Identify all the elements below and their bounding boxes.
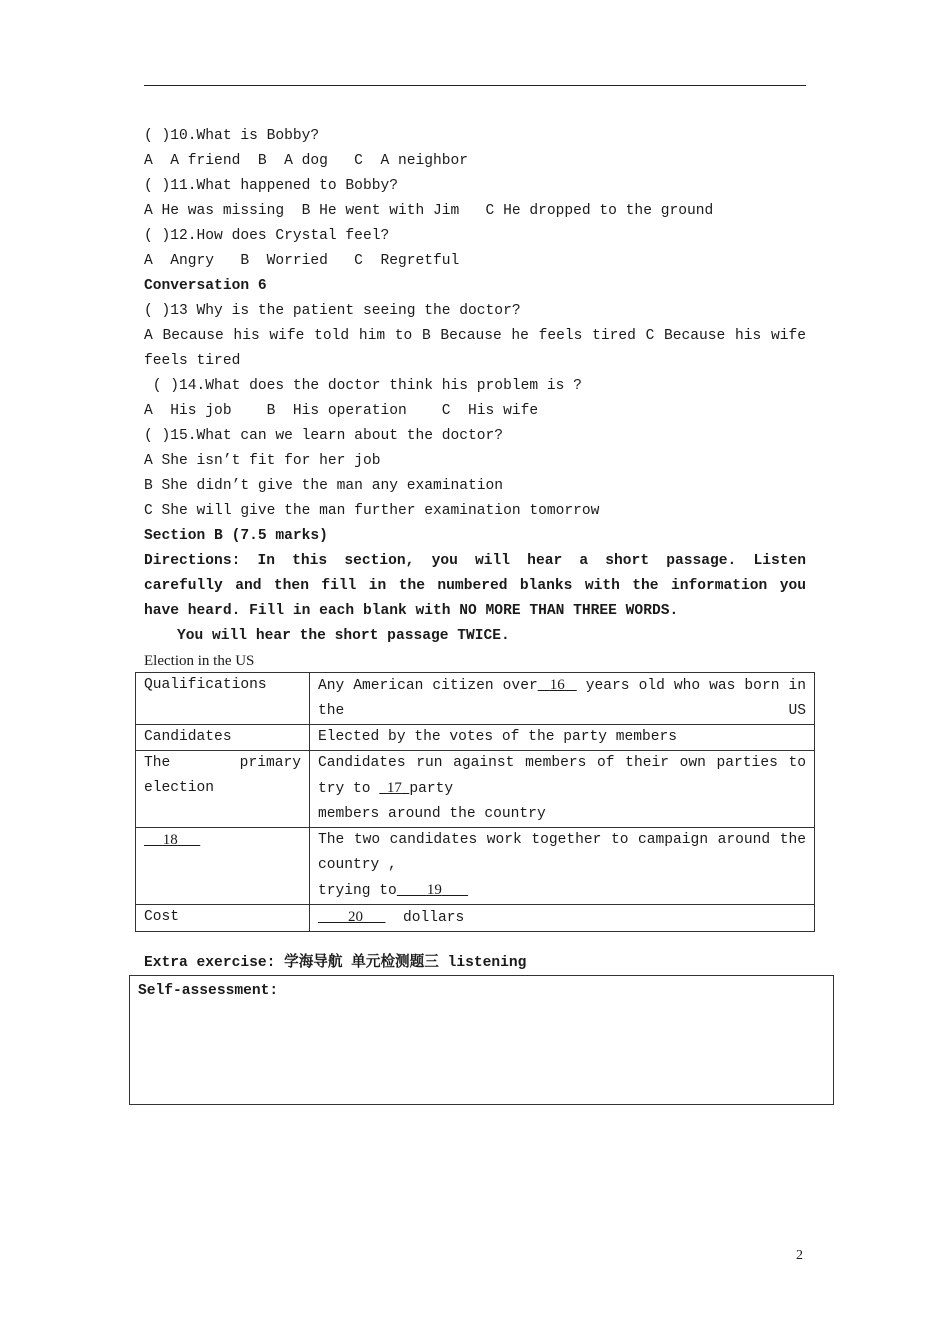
question-13: ( )13 Why is the patient seeing the doctor?: [144, 303, 521, 319]
self-assessment-label: Self-assessment:: [138, 983, 279, 999]
table-row: [136, 905, 815, 932]
section-b-directions: Directions: In this section, you will hear a short passage. Listen carefully and then fill in the numbered blanks with the information you have heard. Fill in each blank with NO MORE THAN THREE WORDS.: [144, 553, 806, 619]
row-label: [136, 828, 310, 905]
question-15-option-a: A She isn’t fit for her job: [144, 453, 381, 469]
row-content: [310, 828, 815, 905]
question-10: ( )10.What is Bobby?: [144, 128, 320, 144]
row-text: Candidates run against members of their own parties to try to: [318, 755, 806, 797]
blank-16[interactable]: [538, 677, 577, 693]
row-label: Candidates: [136, 725, 310, 751]
self-assessment-box[interactable]: [129, 975, 834, 1105]
row-content: [310, 673, 815, 725]
blank-number: 18: [162, 832, 178, 848]
row-text: trying to: [318, 883, 397, 899]
header-rule: [144, 85, 806, 86]
row-content: [310, 905, 815, 932]
row-label: [136, 751, 310, 828]
blank-20[interactable]: [318, 909, 386, 925]
question-15: ( )15.What can we learn about the doctor?: [144, 428, 504, 444]
blank-number: 17: [386, 780, 402, 796]
row-content: [310, 751, 815, 828]
row-text: Any American citizen over: [318, 678, 538, 694]
row-text-block: [318, 751, 806, 802]
listening-questions: [144, 124, 806, 674]
row-label: Cost: [136, 905, 310, 932]
section-b-title: Section B (7.5 marks): [144, 528, 328, 544]
blank-number: 20: [348, 909, 363, 925]
row-label-line: election: [144, 780, 215, 796]
question-14: ( )14.What does the doctor think his problem is ?: [144, 378, 582, 394]
blank-number: 19: [426, 882, 442, 898]
table-caption: Election in the US: [144, 653, 255, 669]
row-label-line: The primary: [144, 755, 301, 771]
section-b-twice-note: You will hear the short passage TWICE.: [177, 628, 510, 644]
row-text: dollars: [403, 910, 465, 926]
table-row: [136, 673, 815, 725]
row-text: members around the country: [318, 806, 546, 822]
extra-exercise: Extra exercise: 学海导航 单元检测题三 listening: [144, 955, 527, 971]
question-15-option-b: B She didn’t give the man any examination: [144, 478, 504, 494]
row-text: party: [409, 781, 454, 797]
election-table: [135, 672, 815, 932]
question-13-options: A Because his wife told him to B Because he feels tired C Because his wife feels tired: [144, 328, 806, 369]
question-12-options: A Angry B Worried C Regretful: [144, 253, 460, 269]
table-row: [136, 725, 815, 751]
question-15-option-c: C She will give the man further examination tomorrow: [144, 503, 600, 519]
conversation-6-heading: Conversation 6: [144, 278, 267, 294]
row-text: The two candidates work together to campaign around the country ,: [318, 832, 806, 873]
question-12: ( )12.How does Crystal feel?: [144, 228, 390, 244]
question-14-options: A His job B His operation C His wife: [144, 403, 539, 419]
row-label: Qualifications: [136, 673, 310, 725]
table-row: [136, 828, 815, 905]
page-number: 2: [796, 1248, 803, 1263]
question-11: ( )11.What happened to Bobby?: [144, 178, 398, 194]
blank-19[interactable]: [397, 882, 468, 898]
table-row: [136, 751, 815, 828]
blank-17[interactable]: [379, 780, 409, 796]
row-text-line: [318, 878, 806, 904]
question-11-options: A He was missing B He went with Jim C He dropped to the ground: [144, 203, 714, 219]
question-10-options: A A friend B A dog C A neighbor: [144, 153, 469, 169]
blank-number: 16: [549, 677, 565, 693]
row-content: Elected by the votes of the party members: [310, 725, 815, 751]
row-text: years old who was born in the US: [318, 678, 806, 719]
blank-18[interactable]: [144, 832, 200, 848]
